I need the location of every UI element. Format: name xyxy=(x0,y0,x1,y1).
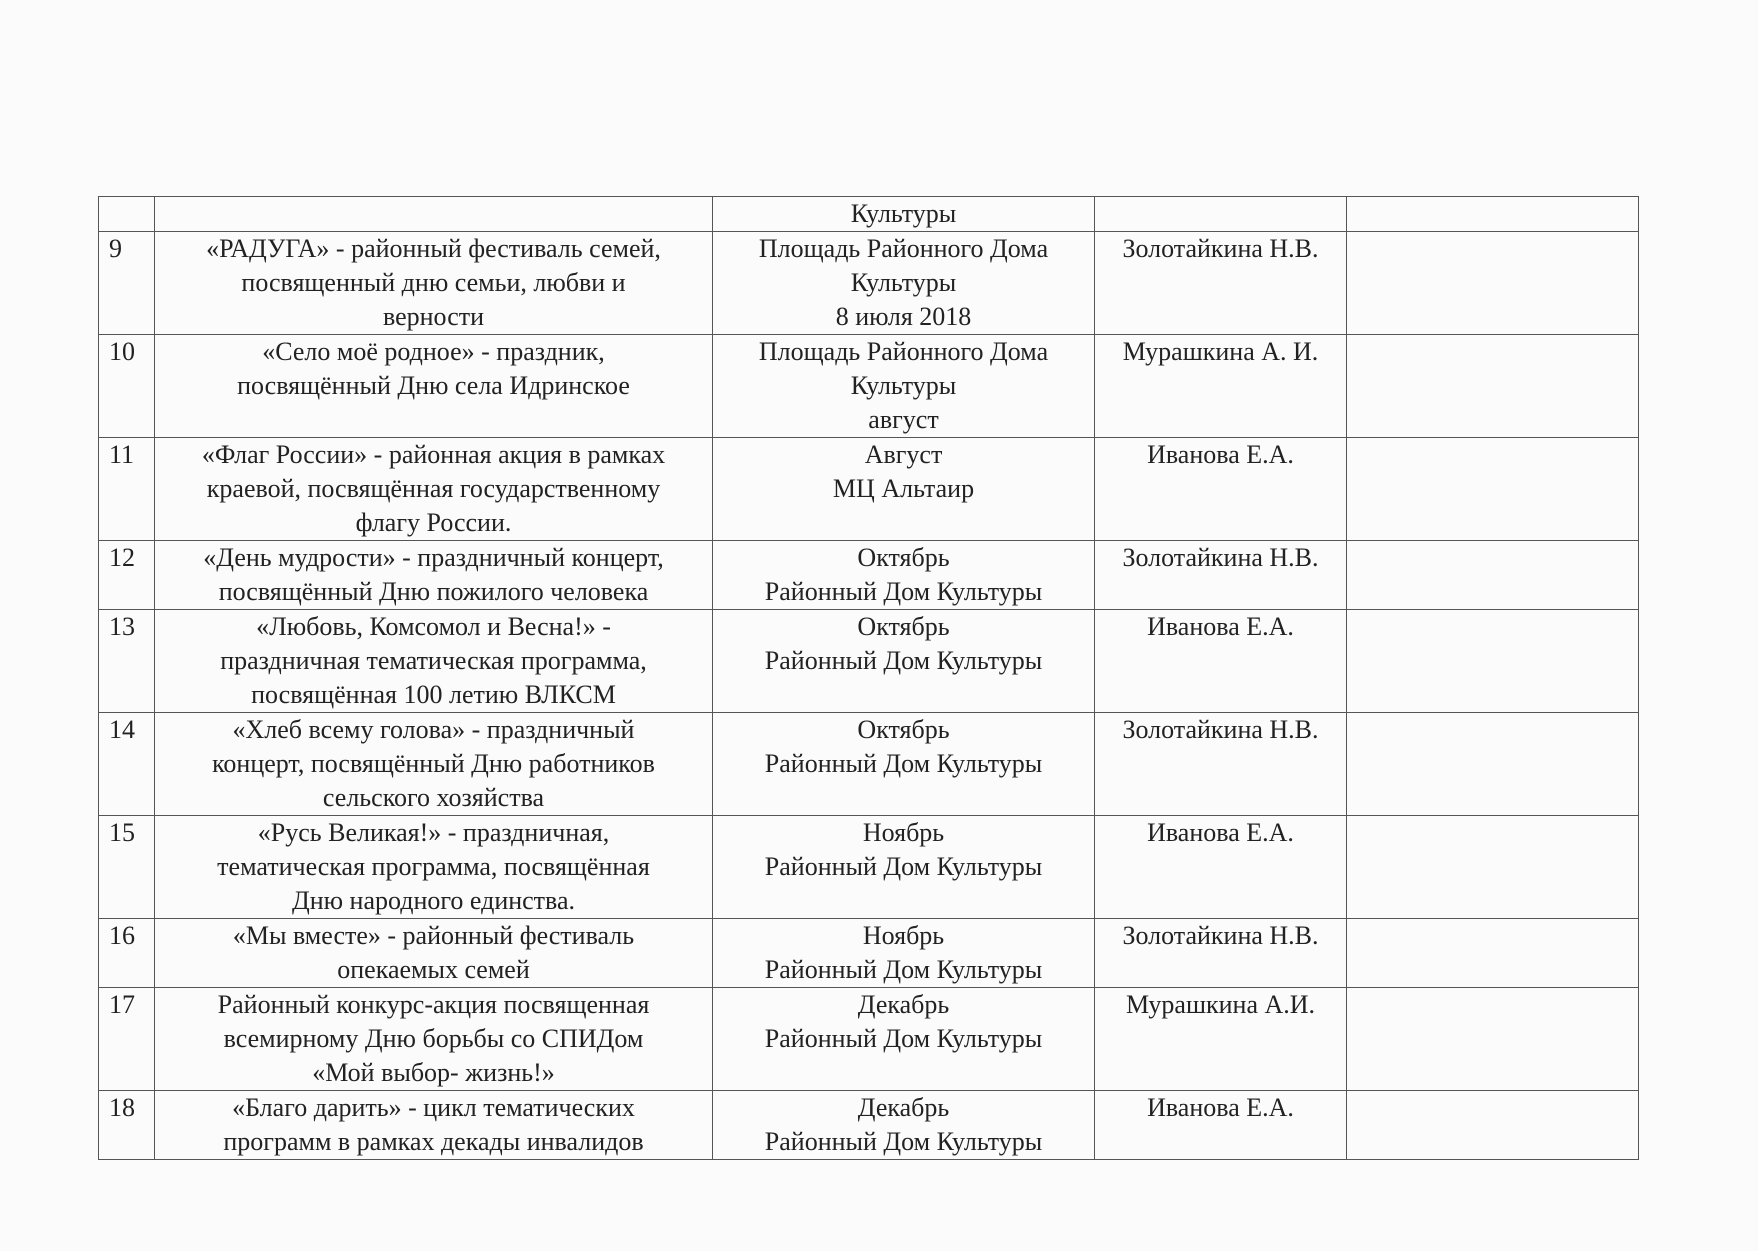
place-date-text-line: август xyxy=(868,405,939,434)
table-row xyxy=(99,197,1639,232)
row-number-cell: 18 xyxy=(99,1091,155,1160)
place-date-text-line: Культуры xyxy=(850,371,957,400)
table-row xyxy=(99,919,1639,988)
event-text-line: программ в рамках декады инвалидов xyxy=(223,1127,644,1156)
row-number-cell: 15 xyxy=(99,816,155,919)
place-date-text-line: Районный Дом Культуры xyxy=(764,749,1043,778)
event-text-line: Дню народного единства. xyxy=(291,886,576,915)
row-number-cell: 16 xyxy=(99,919,155,988)
table-row xyxy=(99,816,1639,919)
event-text-line: опекаемых семей xyxy=(337,955,530,984)
place-date-text-line: Октябрь xyxy=(857,715,950,744)
event-text-line: «Село моё родное» - праздник, xyxy=(262,337,605,366)
events-table-body xyxy=(99,197,1639,1160)
event-cell xyxy=(155,816,713,919)
table-row xyxy=(99,988,1639,1091)
event-text-line: «Флаг России» - районная акция в рамках xyxy=(201,440,666,469)
place-date-text-line: Площадь Районного Дома xyxy=(758,234,1049,263)
notes-cell xyxy=(1347,988,1639,1091)
event-text-line: посвящённая 100 летию ВЛКСМ xyxy=(251,680,616,709)
place-date-cell xyxy=(713,232,1095,335)
row-number-cell xyxy=(99,197,155,232)
event-cell xyxy=(155,335,713,438)
notes-cell xyxy=(1347,713,1639,816)
row-number-cell: 11 xyxy=(99,438,155,541)
row-number-cell: 14 xyxy=(99,713,155,816)
row-number-cell: 9 xyxy=(99,232,155,335)
row-number-cell: 13 xyxy=(99,610,155,713)
responsible-cell xyxy=(1095,197,1347,232)
event-text-line: Районный конкурс-акция посвященная xyxy=(217,990,650,1019)
place-date-text-line: Октябрь xyxy=(857,543,950,572)
responsible-cell: Мурашкина А.И. xyxy=(1095,988,1347,1091)
place-date-cell xyxy=(713,610,1095,713)
event-text-line: всемирному Дню борьбы со СПИДом xyxy=(223,1024,644,1053)
responsible-cell: Мурашкина А. И. xyxy=(1095,335,1347,438)
notes-cell xyxy=(1347,541,1639,610)
place-date-cell xyxy=(713,438,1095,541)
notes-cell xyxy=(1347,1091,1639,1160)
notes-cell xyxy=(1347,919,1639,988)
event-text-line: «РАДУГА» - районный фестиваль семей, xyxy=(206,234,661,263)
notes-cell xyxy=(1347,816,1639,919)
event-text-line: «Мой выбор- жизнь!» xyxy=(312,1058,555,1087)
place-date-cell xyxy=(713,541,1095,610)
notes-cell xyxy=(1347,335,1639,438)
row-number-cell: 17 xyxy=(99,988,155,1091)
event-text-line: сельского хозяйства xyxy=(322,783,545,812)
responsible-cell: Золотайкина Н.В. xyxy=(1095,713,1347,816)
event-cell xyxy=(155,919,713,988)
responsible-cell: Иванова Е.А. xyxy=(1095,816,1347,919)
place-date-text-line: Площадь Районного Дома xyxy=(758,337,1049,366)
place-date-cell xyxy=(713,1091,1095,1160)
responsible-cell: Золотайкина Н.В. xyxy=(1095,232,1347,335)
place-date-cell xyxy=(713,197,1095,232)
event-cell xyxy=(155,232,713,335)
event-text-line: тематическая программа, посвящённая xyxy=(217,852,650,881)
event-cell xyxy=(155,438,713,541)
notes-cell xyxy=(1347,610,1639,713)
place-date-text-line: 8 июля 2018 xyxy=(835,302,972,331)
place-date-text-line: Культуры xyxy=(850,199,957,228)
place-date-text-line: Районный Дом Культуры xyxy=(764,577,1043,606)
place-date-text-line: Ноябрь xyxy=(862,818,945,847)
row-number-cell: 12 xyxy=(99,541,155,610)
responsible-cell: Золотайкина Н.В. xyxy=(1095,541,1347,610)
place-date-cell xyxy=(713,919,1095,988)
event-cell xyxy=(155,610,713,713)
notes-cell xyxy=(1347,197,1639,232)
place-date-text-line: Ноябрь xyxy=(862,921,945,950)
place-date-cell xyxy=(713,988,1095,1091)
event-cell xyxy=(155,541,713,610)
event-text-line: посвящённый Дню пожилого человека xyxy=(218,577,649,606)
event-text-line: «День мудрости» - праздничный концерт, xyxy=(203,543,664,572)
responsible-cell: Золотайкина Н.В. xyxy=(1095,919,1347,988)
event-cell xyxy=(155,197,713,232)
place-date-text-line: Районный Дом Культуры xyxy=(764,955,1043,984)
place-date-text-line: Районный Дом Культуры xyxy=(764,1024,1043,1053)
row-number-cell: 10 xyxy=(99,335,155,438)
table-row xyxy=(99,1091,1639,1160)
table-row xyxy=(99,232,1639,335)
place-date-text-line: Районный Дом Культуры xyxy=(764,852,1043,881)
event-text-line: «Русь Великая!» - праздничная, xyxy=(257,818,610,847)
place-date-text-line: МЦ Альтаир xyxy=(832,474,975,503)
place-date-text-line: Районный Дом Культуры xyxy=(764,646,1043,675)
notes-cell xyxy=(1347,232,1639,335)
place-date-text-line: Октябрь xyxy=(857,612,950,641)
place-date-text-line: Декабрь xyxy=(857,990,950,1019)
table-row xyxy=(99,713,1639,816)
event-text-line: праздничная тематическая программа, xyxy=(220,646,647,675)
event-cell xyxy=(155,713,713,816)
responsible-cell: Иванова Е.А. xyxy=(1095,1091,1347,1160)
place-date-text-line: Культуры xyxy=(850,268,957,297)
event-text-line: «Мы вместе» - районный фестиваль xyxy=(232,921,635,950)
event-text-line: концерт, посвящённый Дню работников xyxy=(212,749,655,778)
table-row xyxy=(99,541,1639,610)
event-text-line: посвященный дню семьи, любви и xyxy=(241,268,626,297)
table-row xyxy=(99,610,1639,713)
event-text-line: «Благо дарить» - цикл тематических xyxy=(232,1093,635,1122)
table-row xyxy=(99,335,1639,438)
events-table xyxy=(98,196,1639,1160)
responsible-cell: Иванова Е.А. xyxy=(1095,610,1347,713)
event-text-line: краевой, посвящённая государственному xyxy=(206,474,661,503)
event-text-line: флагу России. xyxy=(355,508,512,537)
place-date-cell xyxy=(713,816,1095,919)
event-text-line: «Любовь, Комсомол и Весна!» - xyxy=(256,612,611,641)
place-date-text-line: Декабрь xyxy=(857,1093,950,1122)
place-date-cell xyxy=(713,713,1095,816)
event-text-line: «Хлеб всему голова» - праздничный xyxy=(232,715,635,744)
place-date-text-line: Август xyxy=(864,440,943,469)
responsible-cell: Иванова Е.А. xyxy=(1095,438,1347,541)
event-text-line: посвящённый Дню села Идринское xyxy=(237,371,630,400)
event-text-line: верности xyxy=(382,302,485,331)
notes-cell xyxy=(1347,438,1639,541)
place-date-cell xyxy=(713,335,1095,438)
place-date-text-line: Районный Дом Культуры xyxy=(764,1127,1043,1156)
table-row xyxy=(99,438,1639,541)
event-cell xyxy=(155,988,713,1091)
event-cell xyxy=(155,1091,713,1160)
